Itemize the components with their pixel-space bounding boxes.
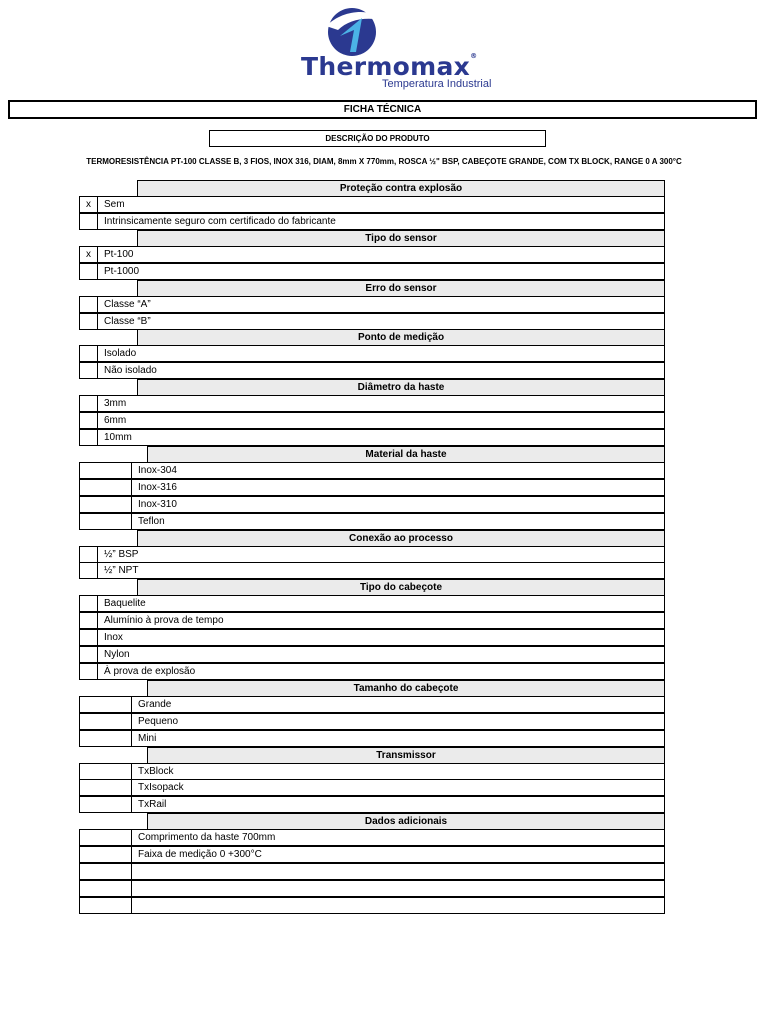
option-checkbox[interactable] [79, 395, 98, 412]
product-description: TERMORESISTÊNCIA PT-100 CLASSE B, 3 FIOS, INOX 316, DIAM, 8mm X 770mm, ROSCA ½" BSP, CABEÇOTE GRANDE, COM TX BLOCK, RANGE 0 A 300°C [86, 157, 682, 166]
section-header: Material da haste [147, 446, 665, 463]
option-label: Pt-100 [97, 246, 665, 263]
option-label: Mini [131, 730, 665, 747]
option-checkbox[interactable] [79, 663, 98, 680]
option-checkbox[interactable] [79, 796, 132, 813]
option-label: Sem [97, 196, 665, 213]
option-label: 10mm [97, 429, 665, 446]
option-label: ½” NPT [97, 562, 665, 579]
option-checkbox[interactable] [79, 429, 98, 446]
option-checkbox[interactable] [79, 763, 132, 780]
option-checkbox[interactable] [79, 263, 98, 280]
option-checkbox[interactable] [79, 496, 132, 513]
option-checkbox[interactable] [79, 779, 132, 796]
option-label: Inox-316 [131, 479, 665, 496]
option-checkbox[interactable] [79, 696, 132, 713]
option-checkbox[interactable] [79, 513, 132, 530]
section-header: Diâmetro da haste [137, 379, 665, 396]
option-label: Intrinsicamente seguro com certificado do fabricante [97, 213, 665, 230]
option-label [131, 880, 665, 897]
option-checkbox[interactable] [79, 562, 98, 579]
option-label: 3mm [97, 395, 665, 412]
option-label: Inox [97, 629, 665, 646]
option-checkbox[interactable] [79, 846, 132, 863]
option-label: Pt-1000 [97, 263, 665, 280]
option-checkbox[interactable] [79, 612, 98, 629]
option-checkbox[interactable] [79, 213, 98, 230]
option-checkbox[interactable] [79, 713, 132, 730]
option-checkbox[interactable] [79, 412, 98, 429]
section-header: Dados adicionais [147, 813, 665, 830]
option-label: Não isolado [97, 362, 665, 379]
option-label: À prova de explosão [97, 663, 665, 680]
option-checkbox[interactable] [79, 313, 98, 330]
option-label: Baquelite [97, 595, 665, 612]
section-header: Conexão ao processo [137, 530, 665, 547]
option-label: Isolado [97, 345, 665, 362]
section-header: Ponto de medição [137, 329, 665, 346]
option-checkbox[interactable] [79, 546, 98, 563]
option-label: TxRail [131, 796, 665, 813]
option-checkbox[interactable] [79, 646, 98, 663]
option-label: Grande [131, 696, 665, 713]
option-label: Pequeno [131, 713, 665, 730]
option-checkbox[interactable] [79, 296, 98, 313]
option-label: Comprimento da haste 700mm [131, 829, 665, 846]
option-label: TxBlock [131, 763, 665, 780]
option-label: Nylon [97, 646, 665, 663]
section-header: Tamanho do cabeçote [147, 680, 665, 697]
option-checkbox[interactable]: x [79, 246, 98, 263]
option-label: Classe “A” [97, 296, 665, 313]
option-checkbox[interactable]: x [79, 196, 98, 213]
option-checkbox[interactable] [79, 880, 132, 897]
section-header: Erro do sensor [137, 280, 665, 297]
page-title: FICHA TÉCNICA [8, 100, 757, 119]
option-label [131, 897, 665, 914]
section-header: Tipo do cabeçote [137, 579, 665, 596]
option-label: Inox-310 [131, 496, 665, 513]
option-checkbox[interactable] [79, 362, 98, 379]
option-checkbox[interactable] [79, 863, 132, 880]
section-header: Tipo do sensor [137, 230, 665, 247]
option-label: TxIsopack [131, 779, 665, 796]
section-header: Transmissor [147, 747, 665, 764]
option-label: Classe “B” [97, 313, 665, 330]
option-checkbox[interactable] [79, 730, 132, 747]
option-label: ½” BSP [97, 546, 665, 563]
brand-tagline: Temperatura Industrial [382, 78, 492, 90]
brand-name: Thermomax® [301, 52, 478, 81]
option-checkbox[interactable] [79, 462, 132, 479]
section-header: Proteção contra explosão [137, 180, 665, 197]
option-label: Inox-304 [131, 462, 665, 479]
option-checkbox[interactable] [79, 595, 98, 612]
option-label [131, 863, 665, 880]
description-label: DESCRIÇÃO DO PRODUTO [209, 130, 546, 147]
option-label: Faixa de medição 0 +300°C [131, 846, 665, 863]
option-checkbox[interactable] [79, 345, 98, 362]
option-checkbox[interactable] [79, 897, 132, 914]
option-checkbox[interactable] [79, 629, 98, 646]
option-checkbox[interactable] [79, 829, 132, 846]
option-label: 6mm [97, 412, 665, 429]
option-label: Teflon [131, 513, 665, 530]
option-checkbox[interactable] [79, 479, 132, 496]
option-label: Alumínio à prova de tempo [97, 612, 665, 629]
